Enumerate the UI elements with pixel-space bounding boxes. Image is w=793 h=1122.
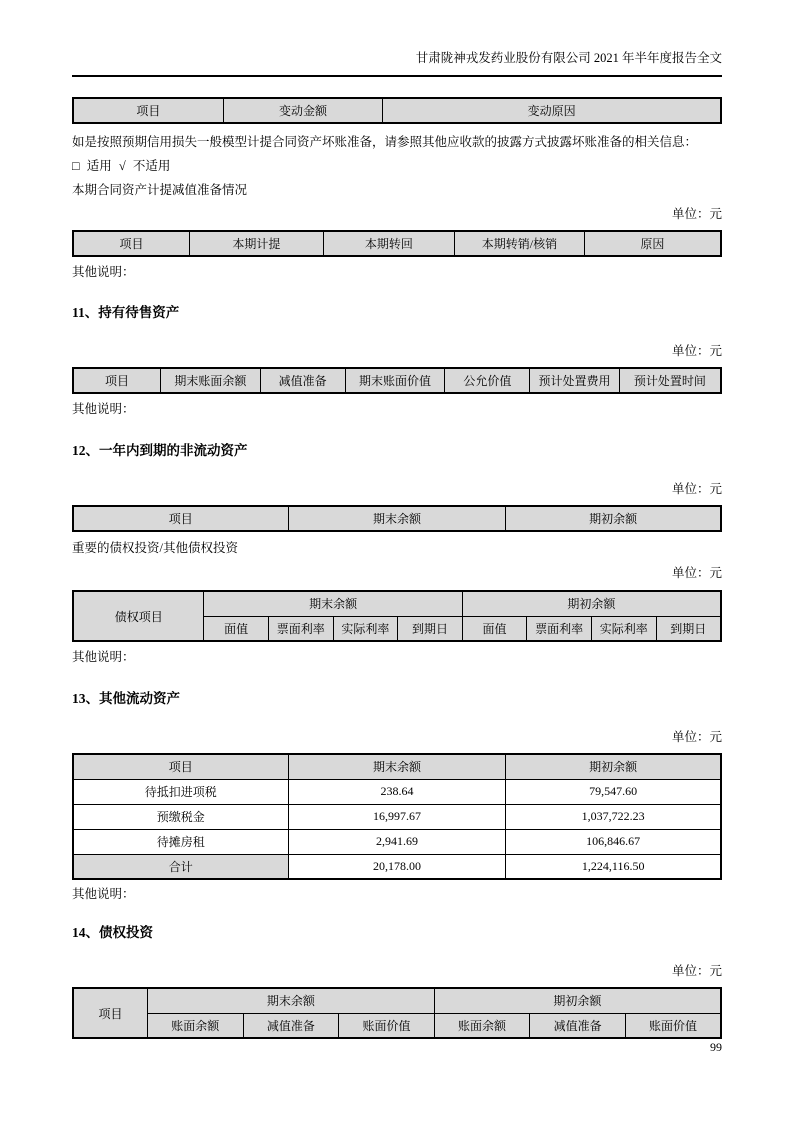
column-header: 本期计提: [190, 231, 323, 256]
column-header: 期初余额: [506, 506, 721, 531]
column-header: 项目: [73, 506, 288, 531]
held-for-sale-table: [72, 367, 722, 394]
change-reason-table: [72, 97, 722, 124]
column-header: 期末余额: [288, 754, 506, 779]
page-number: 99: [710, 1040, 722, 1054]
section-heading-11: 11、持有待售资产: [72, 305, 180, 320]
debt-detail-table: [72, 590, 722, 642]
column-header: 票面利率: [268, 616, 333, 641]
unit-label: 单位：元: [671, 344, 722, 358]
column-header: 到期日: [398, 616, 463, 641]
important-debt-investment-label: 重要的债权投资/其他债权投资: [72, 541, 238, 555]
debt-investment-table: [72, 987, 722, 1039]
unit-label: 单位：元: [671, 730, 722, 744]
column-header: 实际利率: [333, 616, 398, 641]
column-header: 项目: [73, 231, 190, 256]
column-header: 减值准备: [530, 1013, 626, 1038]
column-header: 到期日: [656, 616, 721, 641]
total-beginning-balance: 1,224,116.50: [506, 854, 721, 879]
column-header: 账面余额: [148, 1013, 244, 1038]
column-header: 期末账面价值: [345, 368, 445, 393]
column-header: 项目: [73, 98, 223, 123]
table-row: [73, 829, 721, 854]
check-icon: √: [118, 159, 126, 173]
column-header: 期末账面余额: [160, 368, 260, 393]
column-header: 减值准备: [260, 368, 345, 393]
table-subheader-row: [73, 1013, 721, 1038]
column-header: 减值准备: [243, 1013, 339, 1038]
column-header: 预计处置费用: [530, 368, 619, 393]
group-header-ending: 期末余额: [148, 988, 435, 1013]
column-header: 面值: [204, 616, 269, 641]
column-header: 项目: [73, 754, 288, 779]
cell-ending-balance: 16,997.67: [288, 804, 506, 829]
cell-beginning-balance: 79,547.60: [506, 779, 721, 804]
unit-label: 单位：元: [671, 566, 722, 580]
column-header: 项目: [73, 368, 160, 393]
row-label: 预缴税金: [73, 804, 288, 829]
column-header: 面值: [462, 616, 527, 641]
group-header-beginning: 期初余额: [434, 988, 721, 1013]
column-header: 账面价值: [339, 1013, 435, 1038]
row-label: 待摊房租: [73, 829, 288, 854]
column-header: 本期转销/核销: [455, 231, 585, 256]
table-header-row: [73, 754, 721, 779]
table-header-row: [73, 98, 721, 123]
table-header-row: [73, 988, 721, 1013]
unit-label: 单位：元: [671, 207, 722, 221]
table-row: [73, 779, 721, 804]
other-notes-label: 其他说明：: [72, 650, 135, 664]
table-row: [73, 804, 721, 829]
total-row: [73, 854, 721, 879]
cell-beginning-balance: 1,037,722.23: [506, 804, 721, 829]
applicable-label: 适用: [86, 159, 112, 173]
column-header: 本期转回: [323, 231, 455, 256]
impairment-provision-line: 本期合同资产计提减值准备情况: [72, 183, 248, 197]
column-header: 实际利率: [591, 616, 656, 641]
applicability-line: [72, 159, 722, 174]
column-header: 期末余额: [288, 506, 506, 531]
unit-label: 单位：元: [671, 964, 722, 978]
section-heading-13: 13、其他流动资产: [72, 691, 180, 706]
other-notes-label: 其他说明：: [72, 402, 135, 416]
doc-header: [72, 50, 722, 77]
column-header: 变动原因: [383, 98, 721, 123]
corner-header: 债权项目: [73, 591, 204, 641]
cell-ending-balance: 238.64: [288, 779, 506, 804]
contract-note-paragraph: 如是按照预期信用损失一般模型计提合同资产坏账准备，请参照其他应收款的披露方式披露坏账准备的相关信息：: [72, 135, 698, 149]
other-notes-label: 其他说明：: [72, 265, 135, 279]
not-applicable-label: 不适用: [132, 159, 171, 173]
table-header-row: [73, 506, 721, 531]
noncurrent-due-table: [72, 505, 722, 532]
other-notes-label: 其他说明：: [72, 887, 135, 901]
column-header: 票面利率: [527, 616, 592, 641]
table-header-row: [73, 231, 721, 256]
unit-label: 单位：元: [671, 482, 722, 496]
doc-header-title: 甘肃陇神戎发药业股份有限公司 2021 年半年度报告全文: [415, 51, 722, 65]
column-header: 公允价值: [445, 368, 530, 393]
section-heading-14: 14、债权投资: [72, 925, 153, 940]
group-header-beginning: 期初余额: [462, 591, 721, 616]
corner-header: 项目: [73, 988, 148, 1038]
total-ending-balance: 20,178.00: [288, 854, 506, 879]
group-header-ending: 期末余额: [204, 591, 462, 616]
cell-ending-balance: 2,941.69: [288, 829, 506, 854]
row-label: 待抵扣进项税: [73, 779, 288, 804]
column-header: 预计处置时间: [619, 368, 721, 393]
column-header: 账面价值: [625, 1013, 721, 1038]
checkbox-unchecked-icon: □: [72, 159, 80, 173]
section-heading-12: 12、一年内到期的非流动资产: [72, 443, 248, 458]
contract-impairment-table: [72, 230, 722, 257]
other-current-assets-table: [72, 753, 722, 880]
table-header-row: [73, 368, 721, 393]
column-header: 期初余额: [506, 754, 721, 779]
cell-beginning-balance: 106,846.67: [506, 829, 721, 854]
column-header: 账面余额: [434, 1013, 530, 1038]
total-row-label: 合计: [73, 854, 288, 879]
table-header-row: [73, 591, 721, 616]
column-header: 原因: [584, 231, 721, 256]
column-header: 变动金额: [223, 98, 382, 123]
